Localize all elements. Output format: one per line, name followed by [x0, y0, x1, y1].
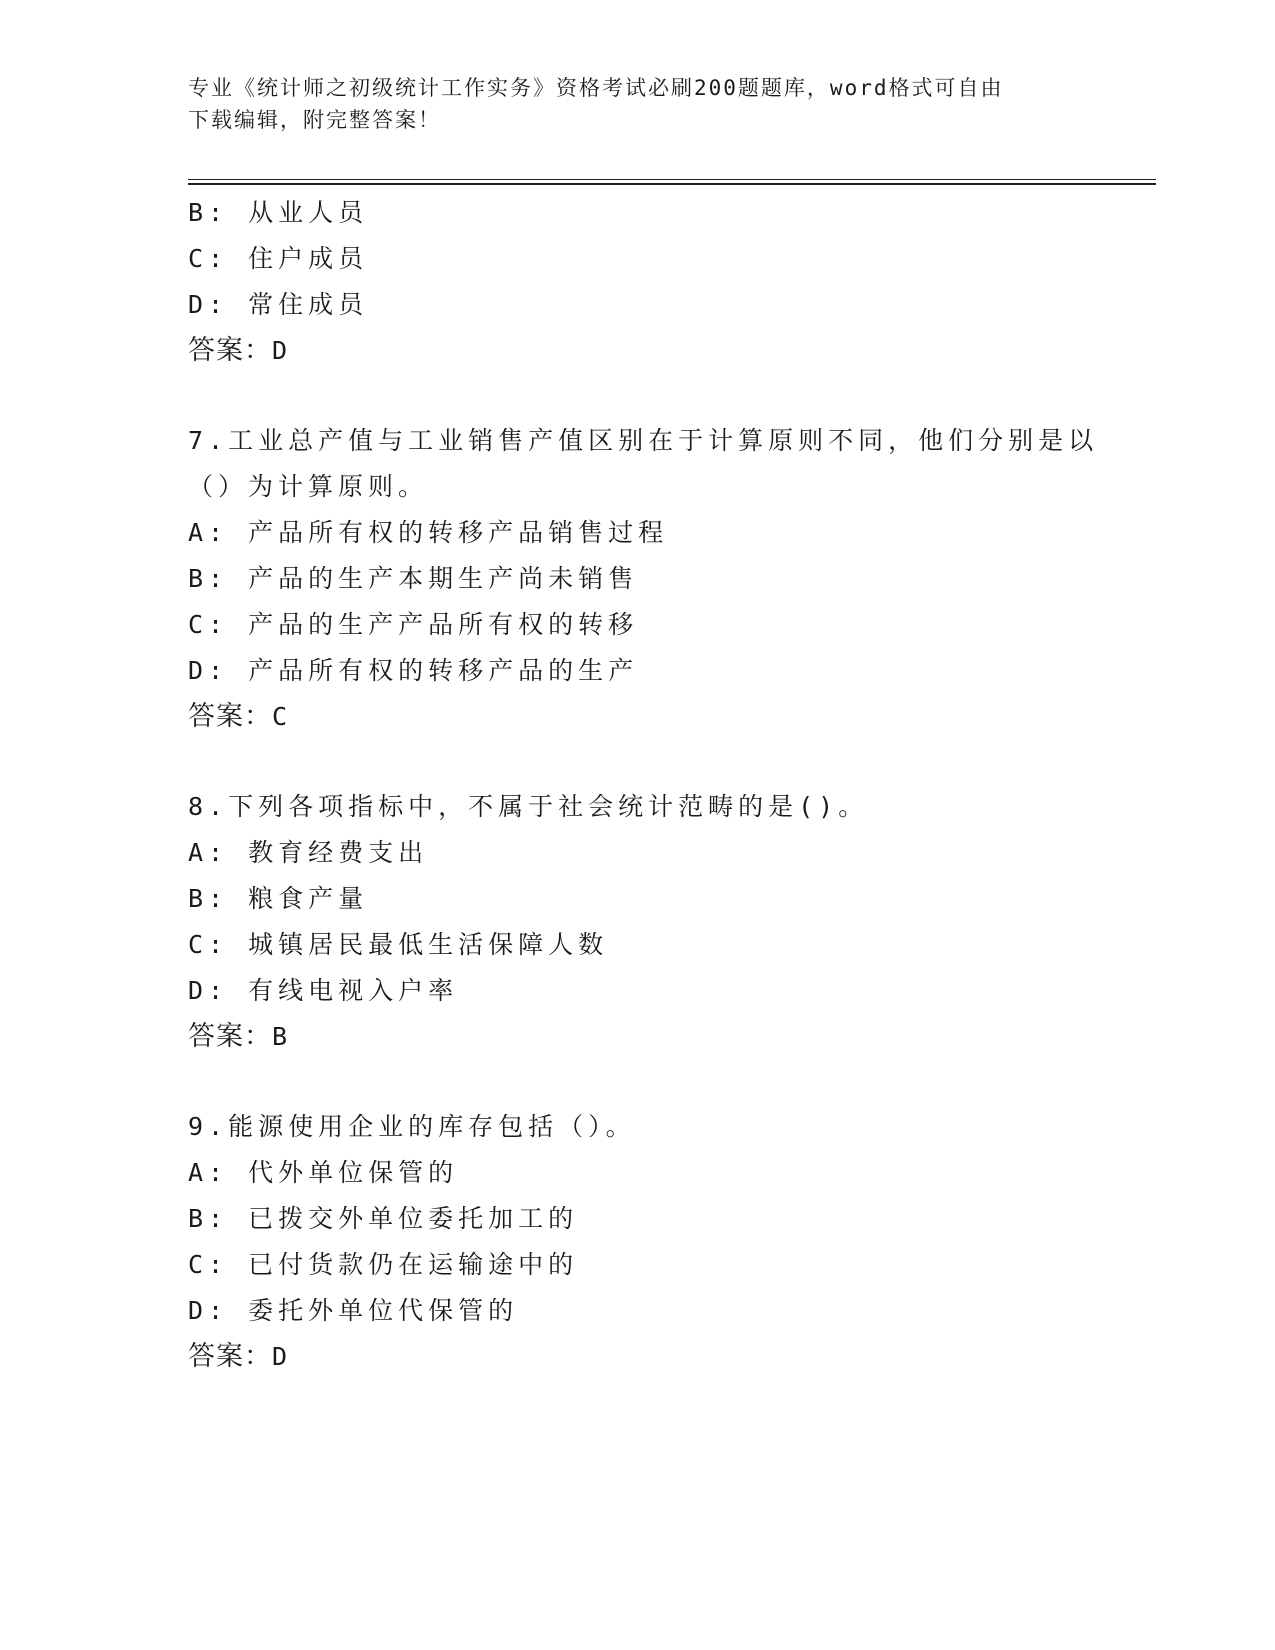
- option-d: D: 委托外单位代保管的: [188, 1296, 519, 1325]
- document-header: [188, 72, 1088, 136]
- option-c: C: 产品的生产产品所有权的转移: [188, 610, 639, 639]
- question-8: [188, 784, 1088, 1060]
- answer-label: 答案：: [188, 1021, 272, 1052]
- question-text-line1: 8.下列各项指标中，不属于社会统计范畴的是()。: [188, 792, 869, 821]
- answer-line: [188, 1014, 1088, 1060]
- answer-value: D: [272, 1342, 289, 1371]
- question-6-partial: [188, 190, 1088, 374]
- question-7: [188, 418, 1099, 740]
- header-divider-thick: [188, 183, 1156, 185]
- question-list: [188, 190, 1099, 1380]
- option-d: D: 产品所有权的转移产品的生产: [188, 656, 639, 685]
- question-text-line1: 7.工业总产值与工业销售产值区别在于计算原则不同，他们分别是以: [188, 426, 1099, 455]
- answer-line: [188, 328, 1088, 374]
- option-d: D: 有线电视入户率: [188, 976, 459, 1005]
- option-b: B: 从业人员: [188, 198, 369, 227]
- answer-value: D: [272, 336, 289, 365]
- question-text-line1: 9.能源使用企业的库存包括（）。: [188, 1112, 636, 1141]
- option-c: C: 住户成员: [188, 244, 369, 273]
- answer-value: B: [272, 1022, 289, 1051]
- answer-label: 答案：: [188, 335, 272, 366]
- answer-value: C: [272, 702, 289, 731]
- header-title-line2: 下载编辑，附完整答案！: [188, 108, 441, 132]
- header-title-line1: 专业《统计师之初级统计工作实务》资格考试必刷200题题库，word格式可自由: [188, 76, 1004, 100]
- option-b: B: 粮食产量: [188, 884, 369, 913]
- question-text-line2: （）为计算原则。: [188, 472, 429, 501]
- answer-line: [188, 1334, 1088, 1380]
- question-9: [188, 1104, 1088, 1380]
- option-c: C: 已付货款仍在运输途中的: [188, 1250, 579, 1279]
- option-a: A: 教育经费支出: [188, 838, 429, 867]
- option-b: B: 产品的生产本期生产尚未销售: [188, 564, 639, 593]
- option-a: A: 产品所有权的转移产品销售过程: [188, 518, 669, 547]
- option-c: C: 城镇居民最低生活保障人数: [188, 930, 609, 959]
- answer-line: [188, 694, 1088, 740]
- answer-label: 答案：: [188, 701, 272, 732]
- option-d: D: 常住成员: [188, 290, 369, 319]
- option-a: A: 代外单位保管的: [188, 1158, 459, 1187]
- option-b: B: 已拨交外单位委托加工的: [188, 1204, 579, 1233]
- answer-label: 答案：: [188, 1341, 272, 1372]
- header-divider-thin: [188, 179, 1156, 180]
